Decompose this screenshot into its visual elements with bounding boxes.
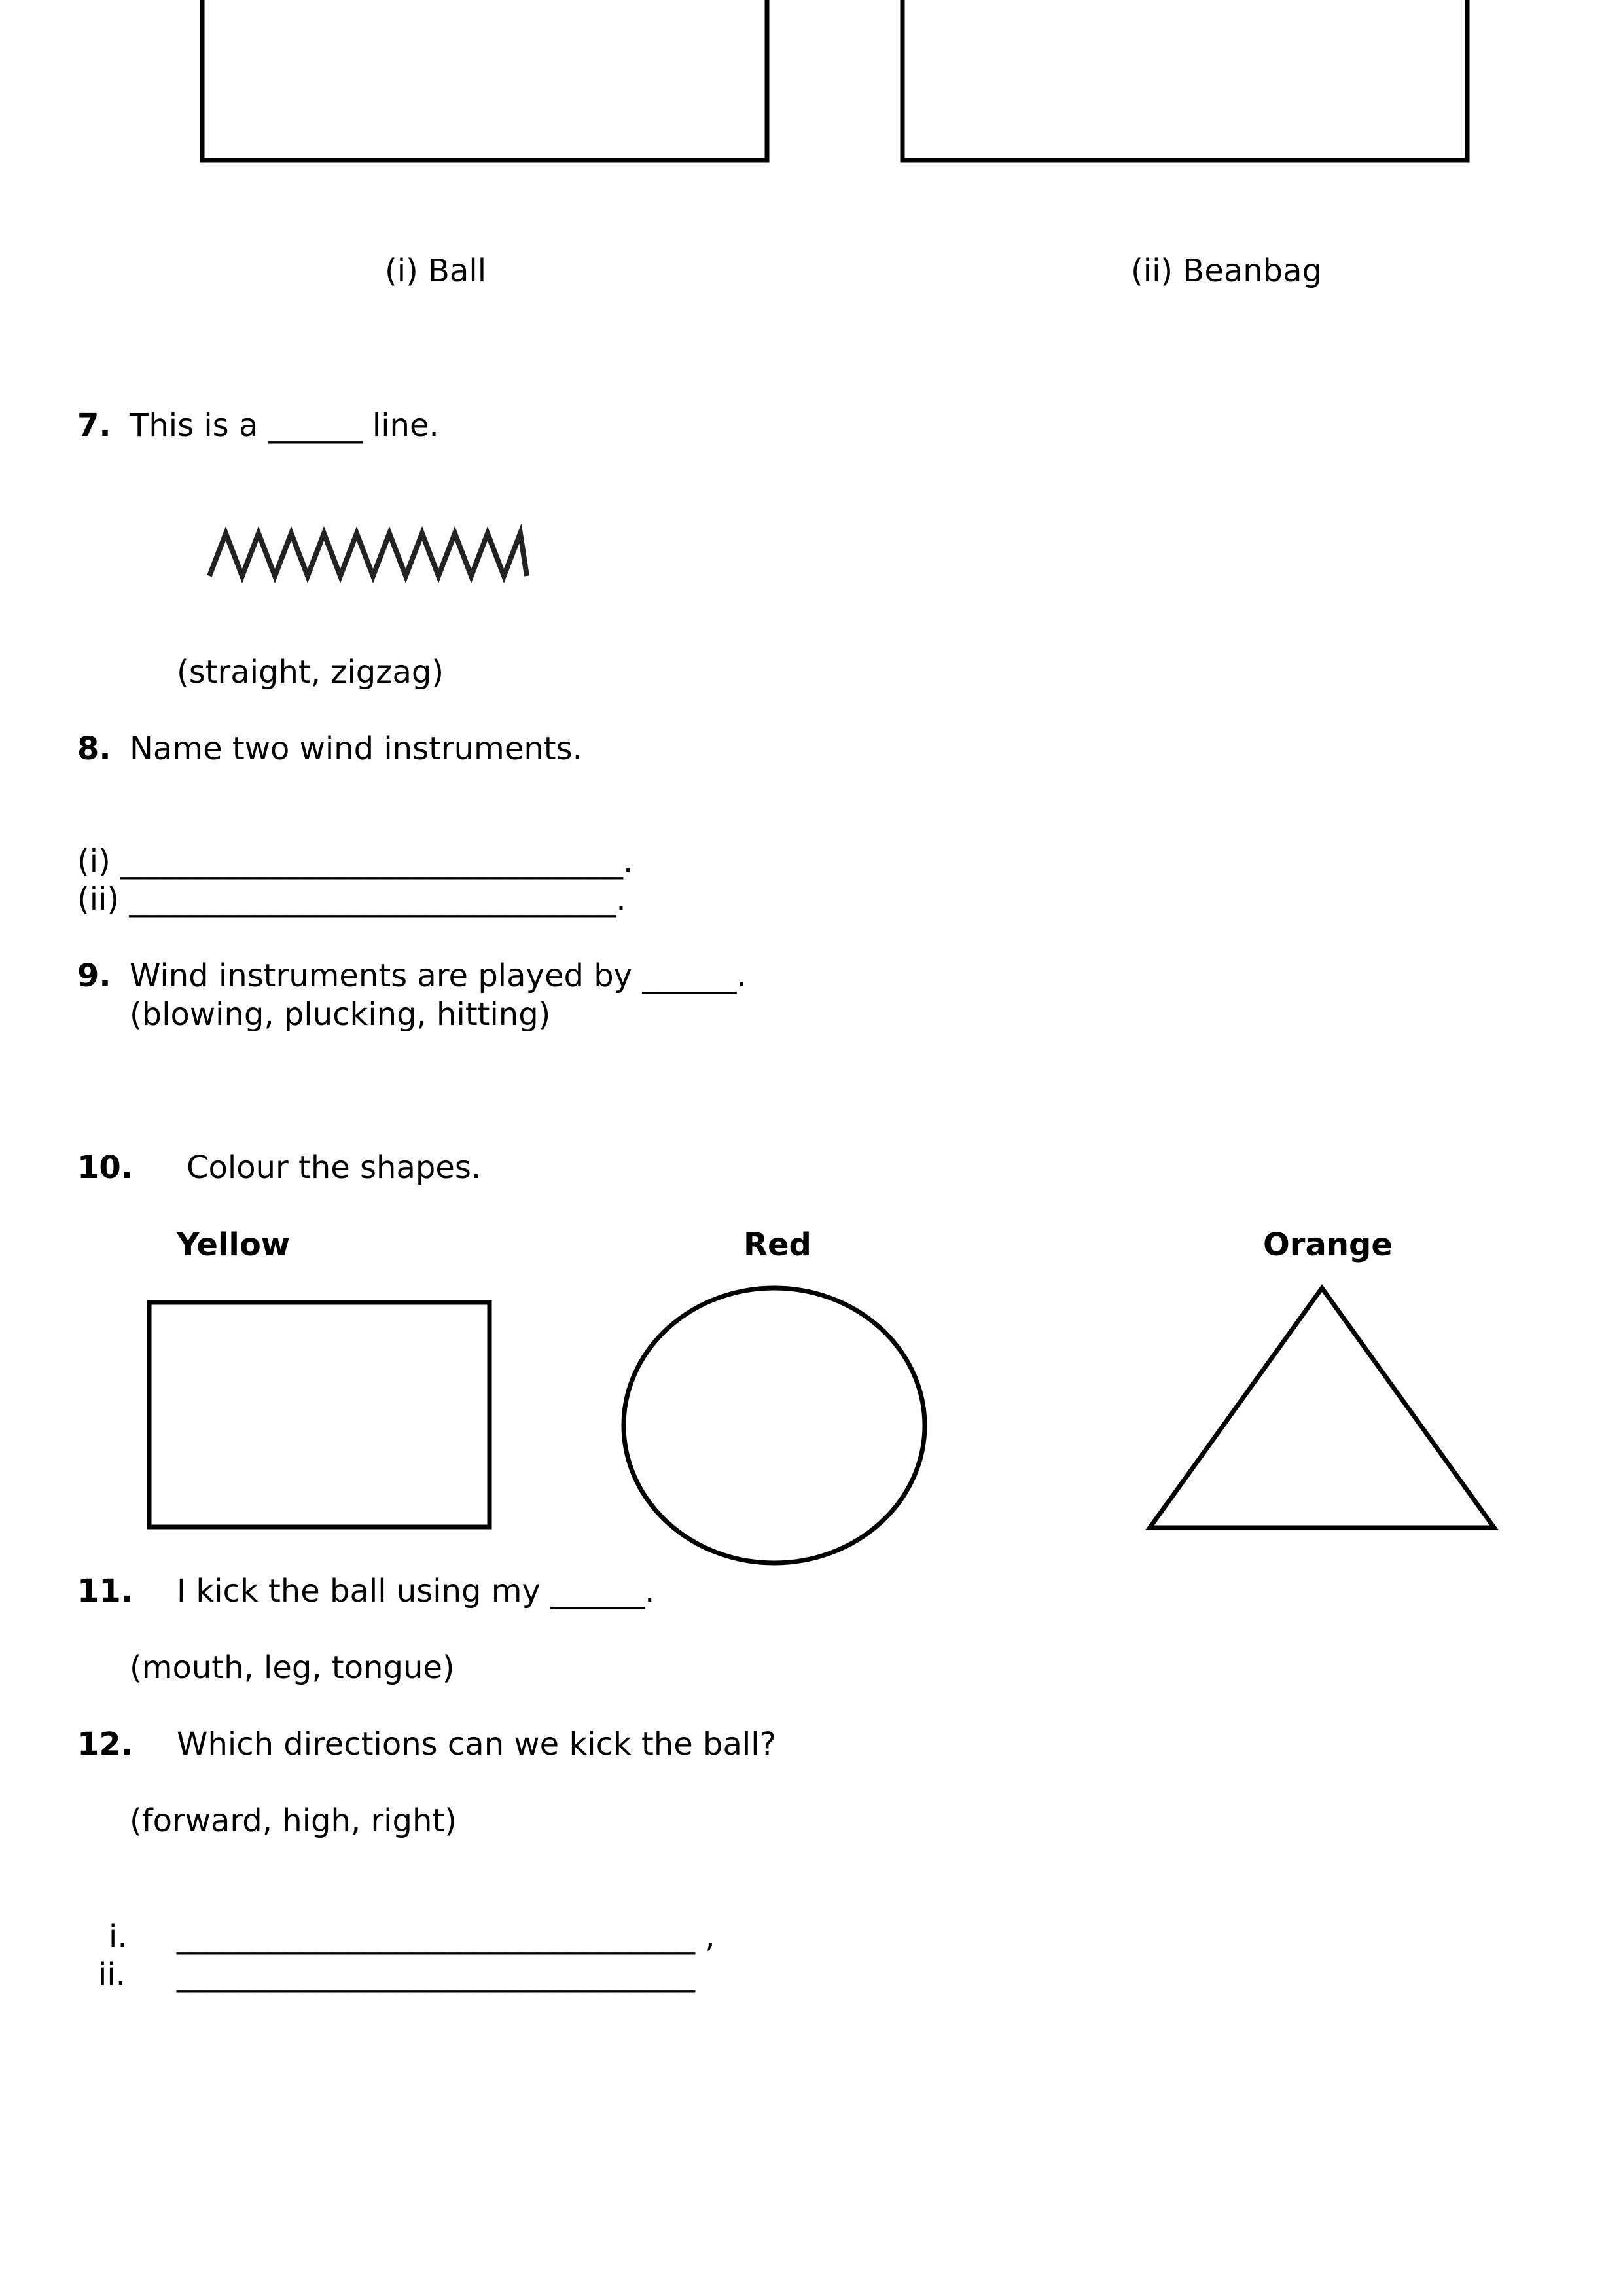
question-11-options: (mouth, leg, tongue) [130, 1649, 455, 1686]
question-8-answer-line-1: (i) ________________________________. [77, 843, 633, 880]
zigzag-line [209, 533, 527, 576]
question-10-number: 10. [77, 1149, 134, 1186]
question-12-answer-marker-1: i. [109, 1918, 128, 1955]
circle-shape [624, 1288, 925, 1563]
question-9-text: Wind instruments are played by ______. [130, 958, 747, 994]
question-10-text: Colour the shapes. [187, 1149, 482, 1186]
shape-label-orange: Orange [1263, 1227, 1393, 1263]
triangle-shape [1150, 1288, 1494, 1528]
question-7-number: 7. [77, 407, 111, 444]
question-12-answer-line-2: _________________________________ [177, 1956, 695, 1993]
question-7-options: (straight, zigzag) [177, 654, 444, 691]
question-12-number: 12. [77, 1726, 134, 1763]
shape-label-red: Red [743, 1227, 812, 1263]
beanbag-caption: (ii) Beanbag [1131, 253, 1323, 289]
question-8-answer-line-2: (ii) _______________________________. [77, 881, 626, 918]
question-11-text: I kick the ball using my ______. [177, 1573, 655, 1609]
beanbag-drawing-box [902, 0, 1467, 160]
question-7-text: This is a ______ line. [130, 407, 439, 444]
question-12-options: (forward, high, right) [130, 1803, 457, 1839]
shape-label-yellow: Yellow [177, 1227, 291, 1263]
question-8-number: 8. [77, 730, 111, 767]
question-12-text: Which directions can we kick the ball? [177, 1726, 777, 1763]
ball-drawing-box [202, 0, 767, 160]
ball-caption: (i) Ball [385, 253, 487, 289]
question-11-number: 11. [77, 1573, 134, 1609]
question-12-answer-marker-2: ii. [98, 1956, 126, 1993]
rectangle-shape [149, 1302, 490, 1527]
question-8-text: Name two wind instruments. [130, 730, 582, 767]
question-12-answer-line-1: _________________________________ , [177, 1918, 715, 1955]
question-9-options: (blowing, plucking, hitting) [130, 996, 551, 1033]
question-9-number: 9. [77, 958, 111, 994]
